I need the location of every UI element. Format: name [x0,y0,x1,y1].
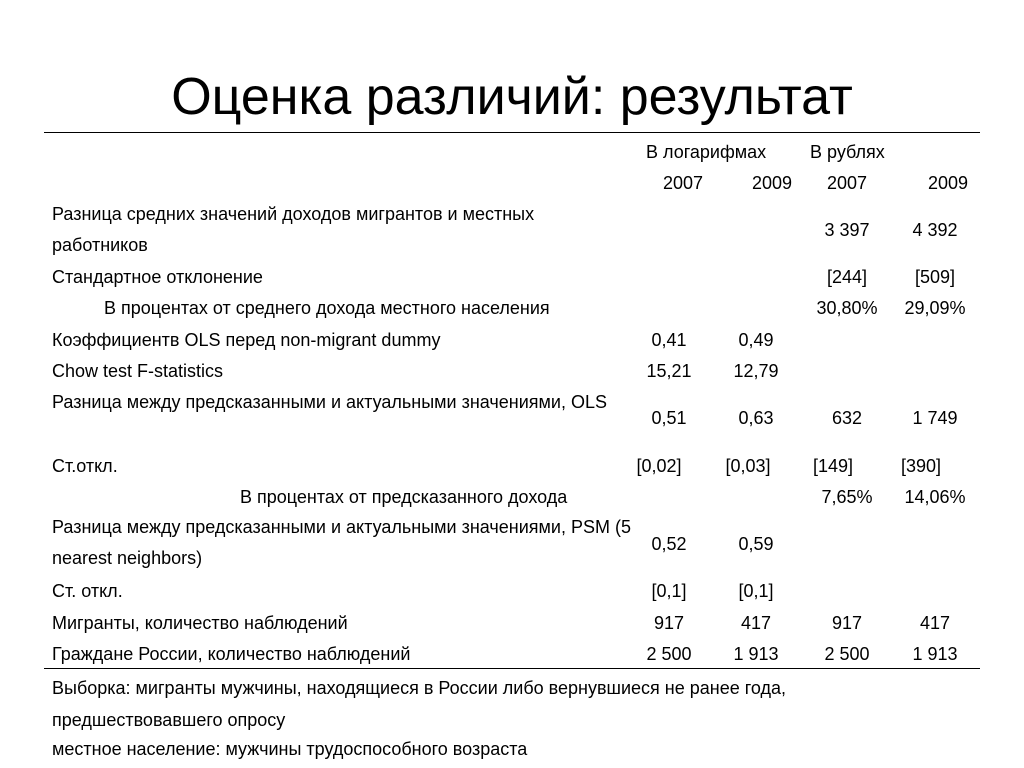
row-label: Ст.откл. [52,456,118,476]
slide-title: Оценка различий: результат [171,68,853,126]
row-value: 0,63 [738,408,774,428]
row-value: 417 [919,613,951,633]
row-value: 29,09% [904,298,966,318]
row-value: [0,02] [636,456,682,476]
row-label: Разница между предсказанными и актуальными значениями, PSM (5 nearest neighbors) [52,517,631,568]
row-value: 1 749 [912,408,958,428]
row-value: 2 500 [646,644,692,664]
row-value: 0,52 [651,534,687,554]
row-value: 917 [653,613,685,633]
sample-note: Выборка: мигранты мужчины, находящиеся в России либо вернувшиеся не ранее года, предшествовавшего опросу [52,678,787,730]
row-value: 417 [740,613,772,633]
row-value: 15,21 [646,361,692,381]
row-value: 12,79 [733,361,779,381]
row-label: Ст. откл. [52,581,123,601]
header-year: 2009 [927,173,969,193]
row-value: [149] [812,456,854,476]
row-value: 917 [831,613,863,633]
row-label: В процентах от предсказанного дохода [240,487,568,507]
row-value: 4 392 [912,220,958,240]
table-bottom-rule [44,668,980,669]
row-value: 1 913 [733,644,779,664]
row-value: [390] [900,456,942,476]
row-value: 0,49 [738,330,774,350]
row-value: 14,06% [904,487,966,507]
row-value: 0,41 [651,330,687,350]
row-value: [0,1] [738,581,774,601]
row-label: Коэффициентв OLS перед non-migrant dummy [52,330,441,350]
header-group-log: В логарифмах [646,142,767,162]
row-value: 0,51 [651,408,687,428]
row-value: 3 397 [824,220,870,240]
row-value: [0,03] [725,456,771,476]
row-label: Разница средних значений доходов мигрантов и местных работников [52,204,535,255]
row-value: [244] [826,267,868,287]
row-value: 1 913 [912,644,958,664]
row-label: Стандартное отклонение [52,267,263,287]
row-value: [509] [914,267,956,287]
row-label: Chow test F-statistics [52,361,224,381]
table-top-rule [44,132,980,133]
header-year: 2007 [826,173,868,193]
header-year: 2007 [662,173,704,193]
header-group-rub: В рублях [810,142,885,162]
row-label: В процентах от среднего дохода местного населения [104,298,550,318]
row-value: 2 500 [824,644,870,664]
row-value: 0,59 [738,534,774,554]
local-population-note: местное население: мужчины трудоспособного возраста [52,739,528,759]
header-year: 2009 [751,173,793,193]
row-label: Мигранты, количество наблюдений [52,613,348,633]
row-value: 632 [831,408,863,428]
row-value: 30,80% [816,298,878,318]
row-label: Разница между предсказанными и актуальными значениями, OLS [52,392,607,412]
row-value: [0,1] [651,581,687,601]
row-label: Граждане России, количество наблюдений [52,644,411,664]
row-value: 7,65% [821,487,873,507]
